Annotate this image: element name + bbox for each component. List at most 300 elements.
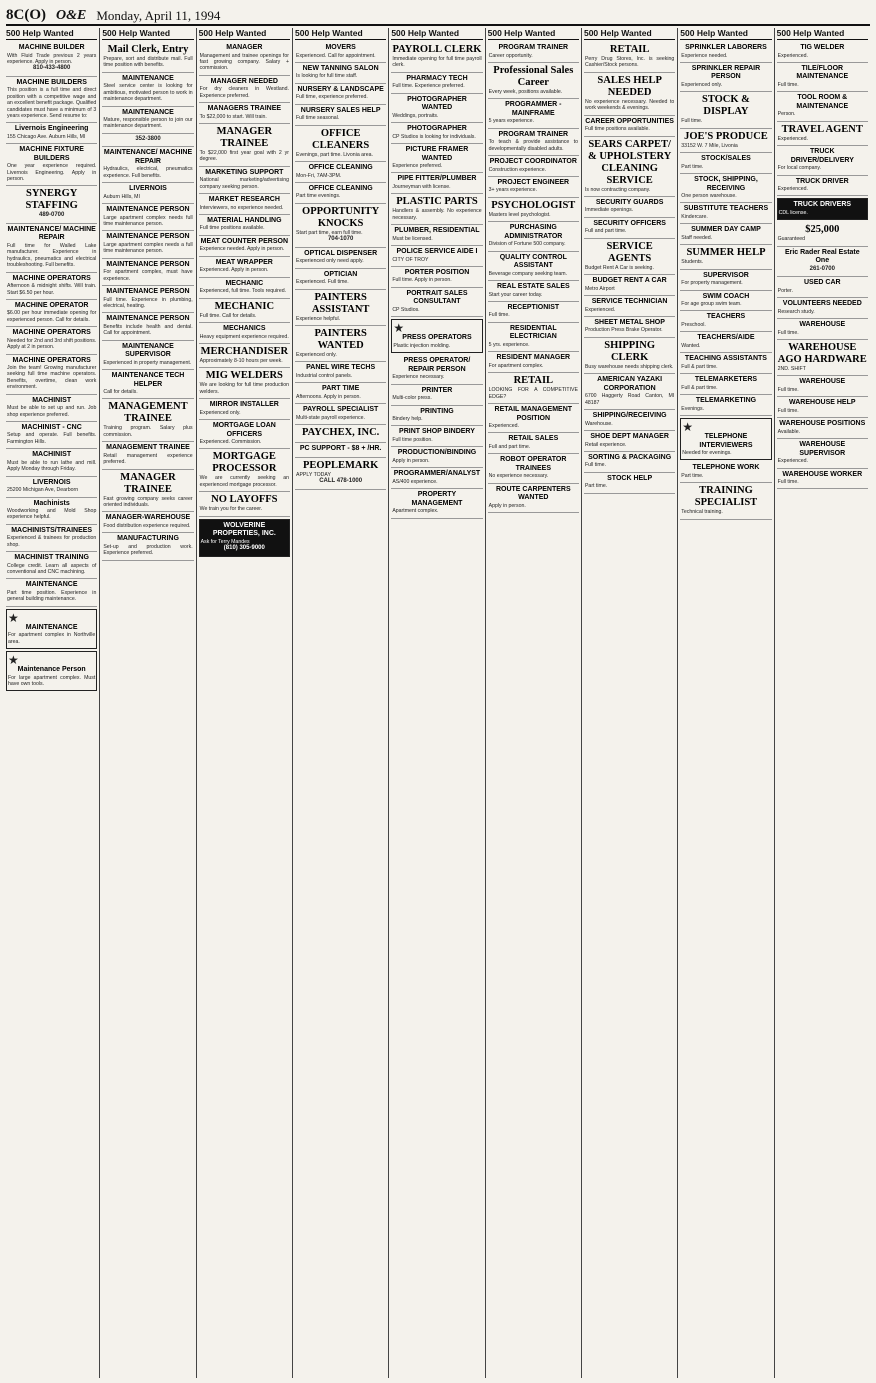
classified-ad [199, 124, 290, 167]
ad-body: Full time. [681, 118, 703, 125]
ad-heading: MAINTENANCE PERSON [106, 288, 190, 295]
ad-body: No experience necessary. Needed to work weekends & evenings. [584, 98, 675, 112]
ad-heading: PHARMACY TECH [406, 74, 468, 82]
classified-ad [391, 355, 482, 384]
classified-ad [488, 484, 579, 513]
ad-body: Multi-color press. [392, 395, 432, 402]
ad-body: Full and part time. [584, 228, 627, 235]
ad-heading: RETAIL [609, 44, 650, 55]
ad-body: Multi-state payroll experience. [295, 414, 365, 421]
ad-heading: RESIDENTIAL ELECTRICIAN [509, 324, 557, 341]
ad-heading: MANAGER NEEDED [210, 77, 278, 85]
ad-body: CP Studios. [392, 306, 420, 313]
section-header: 500 Help Wanted [488, 28, 579, 40]
classified-ad [488, 252, 579, 281]
ad-body: Retail experience. [584, 441, 627, 448]
page-number: 8C(O) [6, 7, 46, 23]
classified-ad [488, 323, 579, 352]
ad-heading: BUDGET RENT A CAR [592, 277, 667, 285]
classified-ad [391, 267, 482, 288]
ad-heading: NO LAYOFFS [211, 494, 278, 506]
ad-heading: MECHANIC [214, 300, 275, 312]
classified-ad [584, 317, 675, 338]
classified-ad [295, 183, 386, 204]
classified-ad [199, 167, 290, 194]
classified-ad [102, 512, 193, 533]
ad-heading: NEW TANNING SALON [302, 64, 379, 72]
ad-heading: MACHINIST - CNC [21, 423, 82, 431]
ad-body: Perry Drug Stores, Inc. is seeking Cashier/Stock persons. [584, 56, 675, 69]
ad-body: One year experience required. Livernois Engineering. Apply in person. [7, 163, 97, 183]
ad-heading: SYNERGY STAFFING [25, 188, 78, 212]
ad-body: Budget Rent A Car is seeking. [584, 264, 654, 271]
publication-name: O&E [56, 8, 87, 23]
ad-body: Experienced only. [295, 351, 337, 358]
ad-body: Plastic injection molding. [393, 342, 451, 349]
classified-ad [391, 246, 482, 267]
ad-heading: TIG WELDER [800, 44, 845, 51]
ad-heading: MATERIAL HANDLING [207, 216, 282, 224]
ad-heading: MIRROR INSTALLER [209, 401, 279, 409]
ad-heading: SECURITY GUARDS [595, 198, 664, 206]
ad-body: Full and part time. [488, 443, 531, 450]
classified-ad [391, 42, 482, 73]
ad-heading: PURCHASING ADMINISTRATOR [504, 224, 563, 240]
classified-ad [199, 519, 290, 557]
ad-body: Full time. [584, 462, 607, 469]
ad-heading: MOVERS [325, 44, 356, 51]
classified-ad [680, 245, 771, 269]
classified-ad [777, 63, 868, 92]
ad-heading: MAINTENANCE/ MACHINE REPAIR [7, 225, 96, 242]
classified-ad [777, 277, 868, 298]
ad-heading: MORTGAGE PROCESSOR [212, 451, 277, 475]
classified-columns [6, 28, 870, 1378]
classified-ad [102, 259, 193, 286]
ad-heading: Mail Clerk, Entry [107, 44, 189, 55]
classified-ad [584, 239, 675, 275]
classified-ad [199, 257, 290, 278]
ad-body: Experienced only. [681, 81, 723, 88]
ad-body: Experienced only. [199, 409, 241, 416]
ad-body: Fast growing company seeks career oriented individuals. [103, 495, 193, 508]
ad-body: Experience needed. Apply in person. [199, 246, 285, 253]
ad-body: Benefits include health and dental. Call for appointment. [103, 323, 193, 337]
ad-body: Porter. [777, 287, 793, 294]
ad-body: Full time. [488, 312, 510, 319]
ad-column [680, 28, 774, 1378]
ad-heading: JOE'S PRODUCE [684, 130, 768, 142]
ad-body: Must be licensed. [392, 235, 433, 242]
classified-ad [391, 468, 482, 489]
ad-body: Experienced. Call for appointment. [295, 52, 376, 59]
ad-heading: SPRINKLER LABORERS [685, 44, 767, 51]
ad-heading: PIPE FITTER/PLUMBER [397, 175, 477, 183]
classified-ad [584, 42, 675, 73]
classified-ad [6, 77, 97, 124]
classified-ad [777, 146, 868, 175]
ad-heading: PRINTER [421, 386, 453, 394]
classified-ad [6, 355, 97, 395]
ad-heading: PLASTIC PARTS [396, 196, 478, 208]
ad-heading: SECURITY OFFICERS [593, 219, 666, 227]
ad-body: Part time. [584, 483, 608, 490]
classified-ad [680, 153, 771, 174]
ad-heading: OFFICE CLEANERS [312, 127, 370, 151]
ad-body: Immediate openings. [584, 207, 634, 214]
classified-ad [102, 442, 193, 469]
ad-heading: OPTICAL DISPENSER [304, 249, 378, 257]
ad-body: Must be able to run lathe and mill. Apply Monday through Friday. [7, 459, 97, 473]
classified-ad [295, 269, 386, 290]
ad-heading: MACHINE OPERATORS [12, 274, 91, 282]
ad-heading: LIVERNOIS [129, 185, 167, 193]
ad-body: Bindery help. [392, 416, 423, 422]
classified-ad [488, 177, 579, 198]
ad-heading: TRUCK DRIVER/DELIVERY [790, 148, 854, 164]
ad-body: Start part time, earn full time. [295, 229, 363, 236]
ad-body: To $22,000 to start. Will train. [199, 113, 267, 120]
classified-ad [777, 319, 868, 340]
classified-ad [6, 123, 97, 144]
ad-heading: TELEMARKETERS [694, 376, 758, 384]
ad-body: One person warehouse. [681, 193, 737, 200]
ad-heading: SHIPPING/RECEIVING [592, 412, 667, 420]
ad-body: Experienced. [777, 186, 808, 193]
ad-column [6, 28, 100, 1378]
classified-ad [199, 236, 290, 257]
classified-ad [488, 156, 579, 177]
section-header: 500 Help Wanted [391, 28, 482, 40]
classified-ad [777, 247, 868, 278]
classified-ad [680, 332, 771, 353]
classified-ad [488, 404, 579, 433]
classified-ad [6, 144, 97, 186]
classified-ad [6, 449, 97, 476]
ad-body: Heavy equipment experience required. [199, 333, 289, 340]
ad-heading: MACHINIST TRAINING [14, 554, 89, 562]
ad-body: Experience necessary. [392, 374, 445, 381]
ad-heading: Professional Sales Career [493, 64, 574, 88]
classified-ad [680, 203, 771, 224]
ad-heading: MAINTENANCE [25, 623, 78, 631]
ad-heading: MARKET RESEARCH [208, 196, 280, 204]
ad-body: Students. [681, 259, 704, 266]
ad-body: 155 Chicago Ave. Auburn Hills, MI [7, 133, 86, 140]
classified-ad [488, 352, 579, 373]
ad-body: Approximately 8-10 hours per week. [199, 357, 283, 364]
ad-body: Research study. [777, 308, 815, 315]
ad-body: College credit. Learn all aspects of conventional and CNC machining. [7, 562, 97, 576]
ad-body: Beverage company seeking team. [488, 270, 568, 277]
ad-contact: 261-0700 [809, 265, 835, 272]
ad-heading: SEARS CARPET/ & UPHOLSTERY CLEANING SERVICE [587, 138, 672, 186]
ad-heading: SUPERVISOR [703, 271, 749, 279]
ad-body: For dry cleaners in Westland. Experience preferred. [199, 86, 289, 99]
ad-body: Full time. Call for details. [199, 312, 257, 319]
section-header: 500 Help Wanted [584, 28, 675, 40]
ad-heading: SUMMER DAY CAMP [691, 226, 761, 234]
ad-heading: RETAIL [513, 375, 554, 387]
ad-body: Full time. [777, 81, 799, 88]
classified-ad [295, 383, 386, 404]
classified-ad [584, 218, 675, 239]
classified-ad [488, 302, 579, 323]
ad-body: Busy warehouse needs shipping clerk. [584, 363, 674, 370]
ad-body: Full time for Walled Lake manufacturer. Experience in hydraulics, pneumatics and electrical troubleshooting. Full benefits. [7, 242, 97, 269]
ad-heading: SORTING & PACKAGING [588, 453, 672, 461]
section-header: 500 Help Wanted [199, 28, 290, 40]
ad-heading: MANAGER TRAINEE [216, 125, 273, 149]
ad-heading: STOCK, SHIPPING, RECEIVING [694, 176, 758, 192]
ad-body: Preschool. [681, 321, 706, 328]
classified-ad [295, 290, 386, 326]
ad-heading: PRINT SHOP BINDERY [399, 428, 475, 436]
ad-body: No experience necessary. [488, 473, 549, 480]
classified-ad [199, 420, 290, 449]
ad-heading: WAREHOUSE [799, 321, 846, 329]
ad-body: Journeyman with license. [392, 183, 451, 190]
classified-ad [391, 73, 482, 94]
ad-heading: MAINTENANCE [122, 74, 174, 82]
ad-heading: PORTRAIT SALES CONSULTANT [406, 289, 468, 306]
classified-ad [295, 42, 386, 63]
classified-ad [777, 92, 868, 121]
ad-body: Immediate opening for full time payroll clerk. [392, 56, 482, 69]
ad-body: Experience helpful. [295, 315, 341, 322]
ad-heading: PANEL WIRE TECHS [306, 364, 376, 372]
ad-body: Experienced. [584, 306, 616, 313]
ad-body: To teach & provide assistance to developmentally disabled adults. [488, 139, 578, 152]
ad-body: Warehouse. [584, 420, 613, 427]
classified-ad [584, 275, 675, 296]
classified-ad [488, 63, 579, 99]
ad-heading: TRUCK DRIVERS [793, 201, 852, 209]
classified-ad [295, 404, 386, 425]
ad-heading: MACHINE OPERATORS [12, 329, 91, 337]
classified-ad [391, 406, 482, 427]
ad-body: Management and trainee openings for fast growing company. Salary + commission. [199, 52, 289, 72]
ad-body: Division of Fortune 500 company. [488, 241, 566, 248]
ad-contact: CALL 478-1000 [319, 478, 363, 484]
classified-ad [102, 341, 193, 370]
classified-ad [680, 63, 771, 92]
ad-heading: MAINTENANCE PERSON [106, 206, 190, 214]
classified-ad [199, 449, 290, 492]
classified-ad [391, 288, 482, 317]
ad-body: Full time. [777, 386, 799, 393]
ad-column [391, 28, 485, 1378]
classified-ad [584, 374, 675, 410]
ad-heading: USED CAR [804, 279, 841, 287]
ad-body: Full time. [777, 479, 799, 485]
ad-heading: PROGRAMMER/ANALYST [393, 470, 481, 478]
ad-body: This position is a full time and direct position with a competitive wage and an excellent benefit package. Qualified candidates must have a minimum of 3 years experience. Send resume to: [7, 87, 97, 119]
classified-ad [584, 137, 675, 197]
classified-ad [295, 84, 386, 105]
ad-heading: MAINTENANCE PERSON [106, 260, 190, 268]
classified-ad [777, 418, 868, 439]
classified-ad [6, 395, 97, 422]
ad-column [488, 28, 582, 1378]
ad-heading: NURSERY & LANDSCAPE [297, 85, 384, 93]
ad-body: For property management. [681, 280, 743, 287]
classified-ad [295, 204, 386, 248]
ad-heading: WAREHOUSE POSITIONS [779, 420, 866, 428]
ad-heading: PRINTING [420, 407, 454, 415]
ad-body: Full & part time. [681, 363, 718, 370]
ad-body: Staff needed. [681, 234, 713, 241]
classified-ad [199, 76, 290, 103]
ad-body: Technical training. [681, 509, 723, 516]
ad-body: Steel service center is looking for ambitious, motivated person to work in maintenance department. [103, 83, 193, 103]
ad-body: Woodworking and Mold Shop experience helpful. [7, 508, 97, 521]
ad-heading: PAINTERS ASSISTANT [311, 291, 370, 315]
ad-body: Call for details. [103, 389, 138, 396]
ad-body: Retail management experience preferred. [103, 452, 193, 466]
classified-ad [102, 134, 193, 148]
ad-heading: Eric Rader Real Estate One [784, 248, 860, 265]
ad-body: Needed for evenings. [682, 450, 732, 456]
ad-heading: TELEMARKETING [695, 397, 757, 405]
ad-body: Ask for Terry Mandes [200, 538, 250, 545]
classified-ad [6, 498, 97, 525]
section-header: 500 Help Wanted [102, 28, 193, 40]
ad-body: Full time. Apply in person. [392, 277, 452, 284]
classified-ad [680, 374, 771, 395]
classified-ad [102, 470, 193, 513]
classified-ad [777, 176, 868, 197]
ad-body: Experienced. [488, 423, 519, 429]
ad-body: Full & part time. [681, 384, 718, 391]
ad-body: Masters level psychologist. [488, 211, 551, 218]
ad-heading: OFFICE CLEANING [308, 184, 373, 192]
classified-ad [680, 462, 771, 483]
classified-ad [199, 215, 290, 236]
ad-body: Part time. [681, 163, 704, 170]
ad-heading: PC SUPPORT - $8 + /HR. [299, 445, 382, 453]
classified-ad [102, 370, 193, 399]
ad-heading: POLICE SERVICE AIDE I [396, 248, 478, 256]
classified-ad [584, 431, 675, 452]
classified-ad [777, 397, 868, 418]
classified-ad [680, 129, 771, 153]
ad-heading: PORTER POSITION [404, 268, 470, 276]
classified-ad [488, 129, 579, 156]
classified-ad [102, 147, 193, 183]
ad-heading: TEACHERS/AIDE [697, 334, 755, 342]
ad-body: Join the team! Growing manufacturer seeking full time machine operators. Benefits, overtime, clean work environment. [7, 365, 97, 391]
ad-heading: SERVICE AGENTS [606, 240, 653, 264]
ad-heading: SALES HELP NEEDED [597, 74, 662, 98]
ad-heading: PLUMBER, RESIDENTIAL [394, 227, 480, 235]
classified-ad [680, 418, 771, 460]
ad-body: Full time. [777, 407, 799, 414]
ad-heading: PAYROLL SPECIALIST [302, 406, 379, 414]
ad-body: Experienced. [777, 135, 808, 142]
classified-ad [199, 278, 290, 299]
ad-contact: 810-433-4800 [32, 65, 71, 72]
ad-column [199, 28, 293, 1378]
classified-ad [295, 126, 386, 162]
ad-body: Experience preferred. [392, 163, 443, 170]
classified-ad [102, 73, 193, 107]
ad-heading: OPTICIAN [323, 270, 358, 278]
classified-ad [777, 469, 868, 490]
ad-heading: MACHINE FIXTURE BUILDERS [19, 146, 84, 162]
classified-ad [295, 425, 386, 443]
ad-heading: SWIM COACH [702, 292, 750, 300]
ad-contact: 704-1070 [327, 236, 354, 243]
classified-ad [295, 362, 386, 383]
section-header: 500 Help Wanted [6, 28, 97, 40]
ad-body: Experienced in property management. [103, 359, 192, 366]
ad-heading: MAINTENANCE PERSON [106, 315, 190, 323]
classified-ad [680, 353, 771, 374]
ad-heading: SPRINKLER REPAIR PERSON [691, 64, 761, 81]
ad-body: Metro Airport [584, 285, 615, 292]
ad-body: Experienced, full time. Tools required. [199, 288, 287, 295]
ad-heading: PROGRAMMER - MAINFRAME [505, 101, 562, 117]
ad-heading: WAREHOUSE SUPERVISOR [799, 441, 846, 457]
classified-ad [199, 323, 290, 344]
classified-ad [584, 296, 675, 317]
classified-ad [777, 340, 868, 376]
ad-heading: WAREHOUSE AGO HARDWARE [777, 341, 867, 365]
classified-ad [295, 63, 386, 84]
classified-ad [199, 42, 290, 76]
ad-body: Construction experience. [488, 166, 547, 173]
classified-ad [777, 298, 868, 319]
classified-ad [6, 224, 97, 273]
ad-heading: RETAIL SALES [508, 435, 559, 443]
classified-ad [295, 105, 386, 126]
classified-ad [391, 385, 482, 406]
ad-body: With Fluid Trade previous 2 years experience. Apply in person. [7, 52, 97, 65]
section-header: 500 Help Wanted [680, 28, 771, 40]
classified-ad [488, 433, 579, 454]
ad-body: Experienced. Full time. [295, 279, 349, 286]
ad-body: For apartment complex. [488, 362, 544, 369]
ad-body: Full time. Experience preferred. [392, 83, 465, 90]
classified-ad [295, 162, 386, 183]
ad-heading: PART TIME [322, 385, 360, 393]
ad-heading: OPPORTUNITY KNOCKS [302, 205, 380, 229]
classified-ad [488, 42, 579, 63]
star-icon: ★ [8, 610, 19, 625]
ad-body: Experienced & trainees for production shop. [7, 535, 97, 548]
classified-ad [295, 458, 386, 490]
ad-body: Start your career today. [488, 291, 543, 298]
ad-body: $6.00 per hour immediate opening for experienced person. Call for details. [7, 310, 97, 323]
issue-date: Monday, April 11, 1994 [96, 8, 221, 23]
ad-body: Full time. Experience in plumbing, electrical, heating. [103, 296, 193, 309]
classified-ad [199, 103, 290, 124]
ad-heading: TRAINING SPECIALIST [694, 485, 758, 509]
ad-column [102, 28, 196, 1378]
ad-heading: PAINTERS WANTED [314, 327, 367, 351]
classified-ad [102, 183, 193, 204]
ad-heading: MANAGER [226, 44, 263, 51]
ad-heading: PROJECT COORDINATOR [489, 158, 577, 166]
classified-ad [777, 198, 868, 220]
classified-ad [488, 99, 579, 128]
ad-heading: PSYCHOLOGIST [491, 199, 576, 211]
ad-heading: SUMMER HELP [686, 247, 766, 259]
ad-heading: PRODUCTION/BINDING [397, 449, 477, 457]
classified-ad [680, 270, 771, 291]
ad-heading: SERVICE TECHNICIAN [591, 298, 668, 306]
